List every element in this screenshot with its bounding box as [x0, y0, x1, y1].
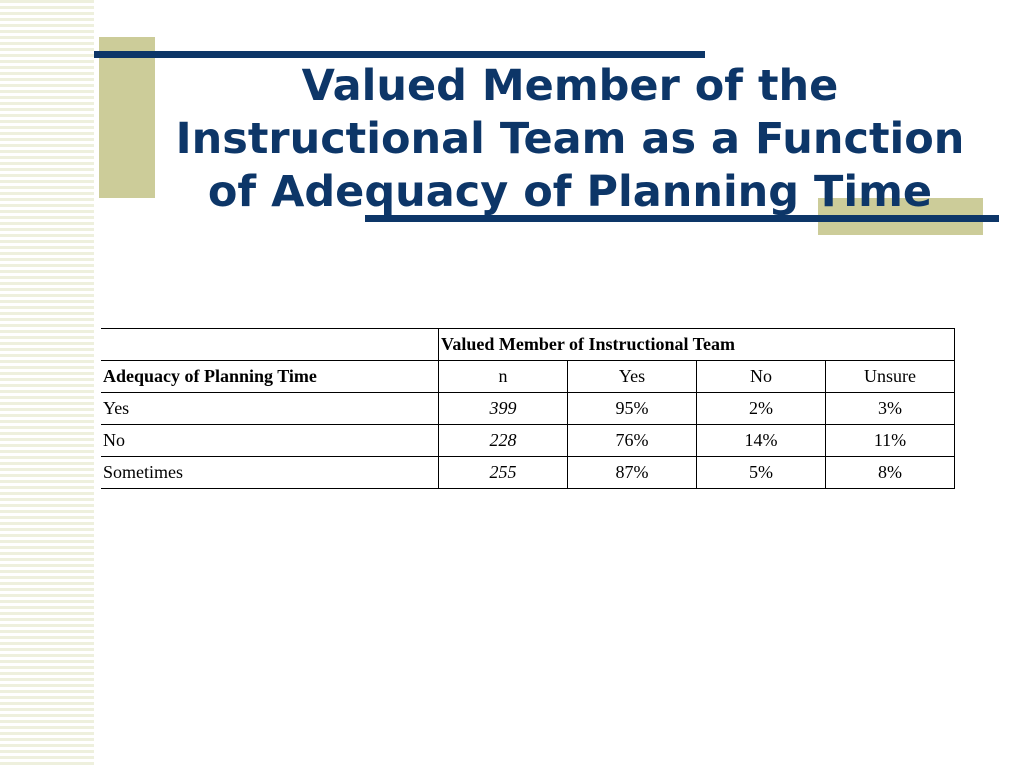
- cell-yes: 87%: [568, 457, 697, 489]
- table-group-header-row: [101, 329, 955, 361]
- cell-no: 5%: [697, 457, 826, 489]
- table-group-header: Valued Member of Instructional Team: [439, 329, 955, 361]
- cell-no: 14%: [697, 425, 826, 457]
- title-line-2: Instructional Team as a Function: [175, 114, 965, 164]
- row-label: Sometimes: [101, 457, 439, 489]
- column-header-yes: Yes: [568, 361, 697, 393]
- decorative-stripe-bar: [0, 0, 94, 768]
- cell-yes: 95%: [568, 393, 697, 425]
- cell-n: 255: [439, 457, 568, 489]
- column-header-no: No: [697, 361, 826, 393]
- cell-n: 399: [439, 393, 568, 425]
- cell-no: 2%: [697, 393, 826, 425]
- data-table: [101, 328, 955, 489]
- row-label: No: [101, 425, 439, 457]
- cell-unsure: 3%: [826, 393, 955, 425]
- row-label: Yes: [101, 393, 439, 425]
- column-header-n: n: [439, 361, 568, 393]
- cell-unsure: 11%: [826, 425, 955, 457]
- table-row-header: Adequacy of Planning Time: [101, 361, 439, 393]
- table-row: [101, 425, 955, 457]
- title-rule-top: [94, 51, 705, 58]
- table-row: [101, 393, 955, 425]
- column-header-unsure: Unsure: [826, 361, 955, 393]
- title-line-3: of Adequacy of Planning Time: [207, 167, 933, 217]
- table-column-header-row: [101, 361, 955, 393]
- accent-block-left: [99, 37, 155, 198]
- cell-n: 228: [439, 425, 568, 457]
- title-line-1: Valued Member of the: [301, 61, 839, 111]
- table-empty-corner: [101, 329, 439, 361]
- slide-title: [160, 60, 980, 219]
- table-row: [101, 457, 955, 489]
- cell-yes: 76%: [568, 425, 697, 457]
- cell-unsure: 8%: [826, 457, 955, 489]
